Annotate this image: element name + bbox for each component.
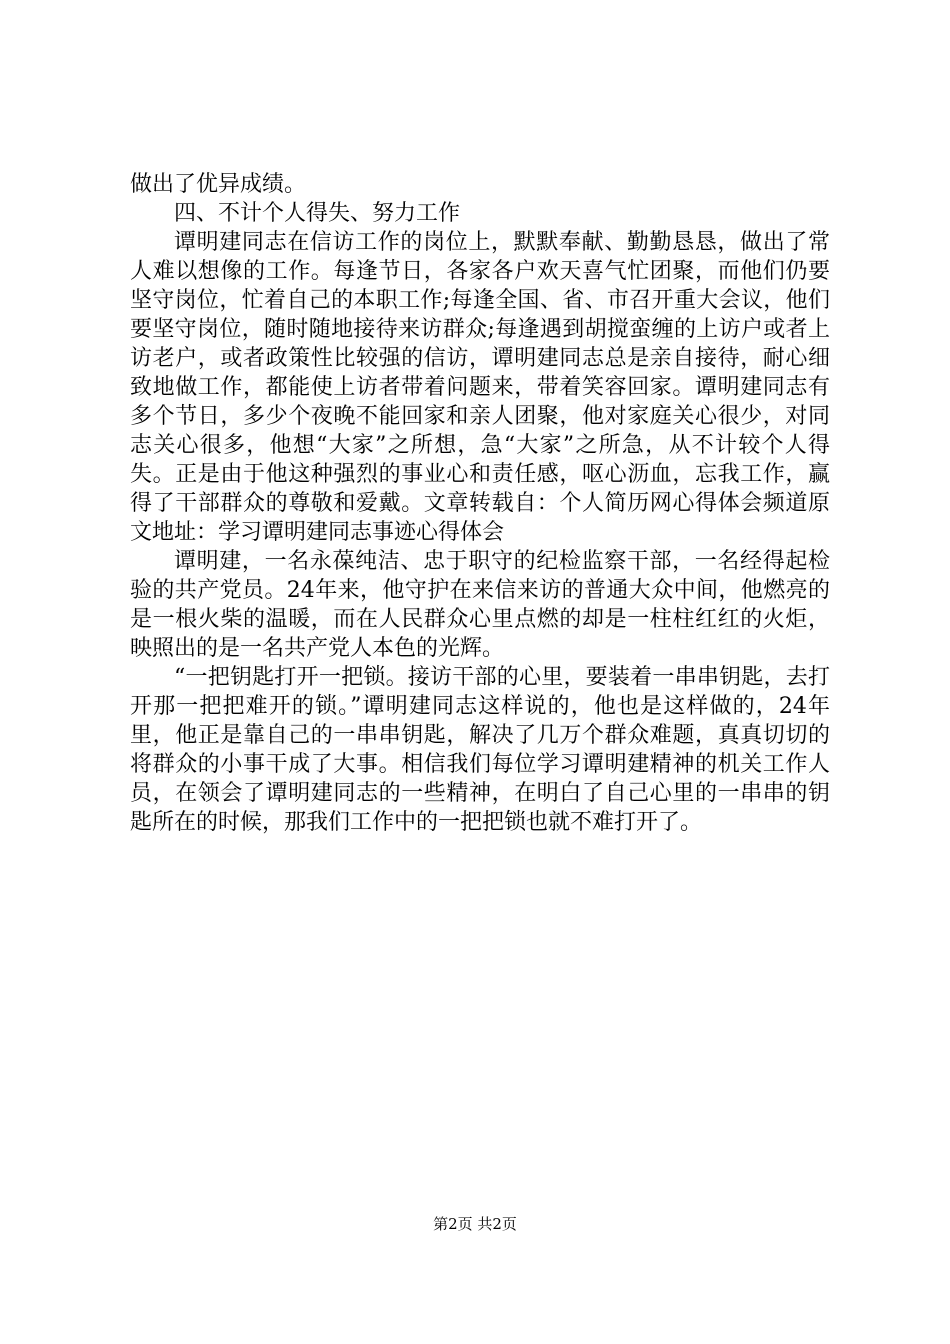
page-number-label: 第2页 共2页 <box>433 1215 517 1233</box>
page-footer <box>0 1214 950 1234</box>
document-body <box>130 170 830 837</box>
paragraph: “一把钥匙打开一把锁。接访干部的心里，要装着一串串钥匙，去打开那一把把难开的锁。”谭明建同志这样说的，他也是这样做的，24年里，他正是靠自己的一串串钥匙，解决了几万个群众难题，真真切切的将群众的小事干成了大事。相信我们每位学习谭明建精神的机关工作人员，在领会了谭明建同志的一些精神，在明白了自己心里的一串串的钥匙所在的时候，那我们工作中的一把把锁也就不难打开了。 <box>130 665 830 835</box>
section-heading: 四、不计个人得失、努力工作 <box>174 201 461 226</box>
paragraph-continuation: 做出了优异成绩。 <box>130 172 307 197</box>
paragraph: 谭明建同志在信访工作的岗位上，默默奉献、勤勤恳恳，做出了常人难以想像的工作。每逢节日，各家各户欢天喜气忙团聚，而他们仍要坚守岗位，忙着自己的本职工作;每逢全国、省、市召开重大会议，他们要坚守岗位，随时随地接待来访群众;每逢遇到胡搅蛮缠的上访户或者上访老户，或者政策性比较强的信访，谭明建同志总是亲自接待，耐心细致地做工作，都能使上访者带着问题来，带着笑容回家。谭明建同志有多个节日，多少个夜晚不能回家和亲人团聚，他对家庭关心很少，对同志关心很多，他想“大家”之所想，急“大家”之所急，从不计较个人得失。正是由于他这种强烈的事业心和责任感，呕心沥血，忘我工作，赢得了干部群众的尊敬和爱戴。文章转载自：个人简历网心得体会频道原文地址：学习谭明建同志事迹心得体会 <box>130 230 830 545</box>
paragraph: 谭明建，一名永葆纯洁、忠于职守的纪检监察干部，一名经得起检验的共产党员。24年来，他守护在来信来访的普通大众中间，他燃亮的是一根火柴的温暖，而在人民群众心里点燃的却是一柱柱红红的火炬，映照出的是一名共产党人本色的光辉。 <box>130 549 830 661</box>
